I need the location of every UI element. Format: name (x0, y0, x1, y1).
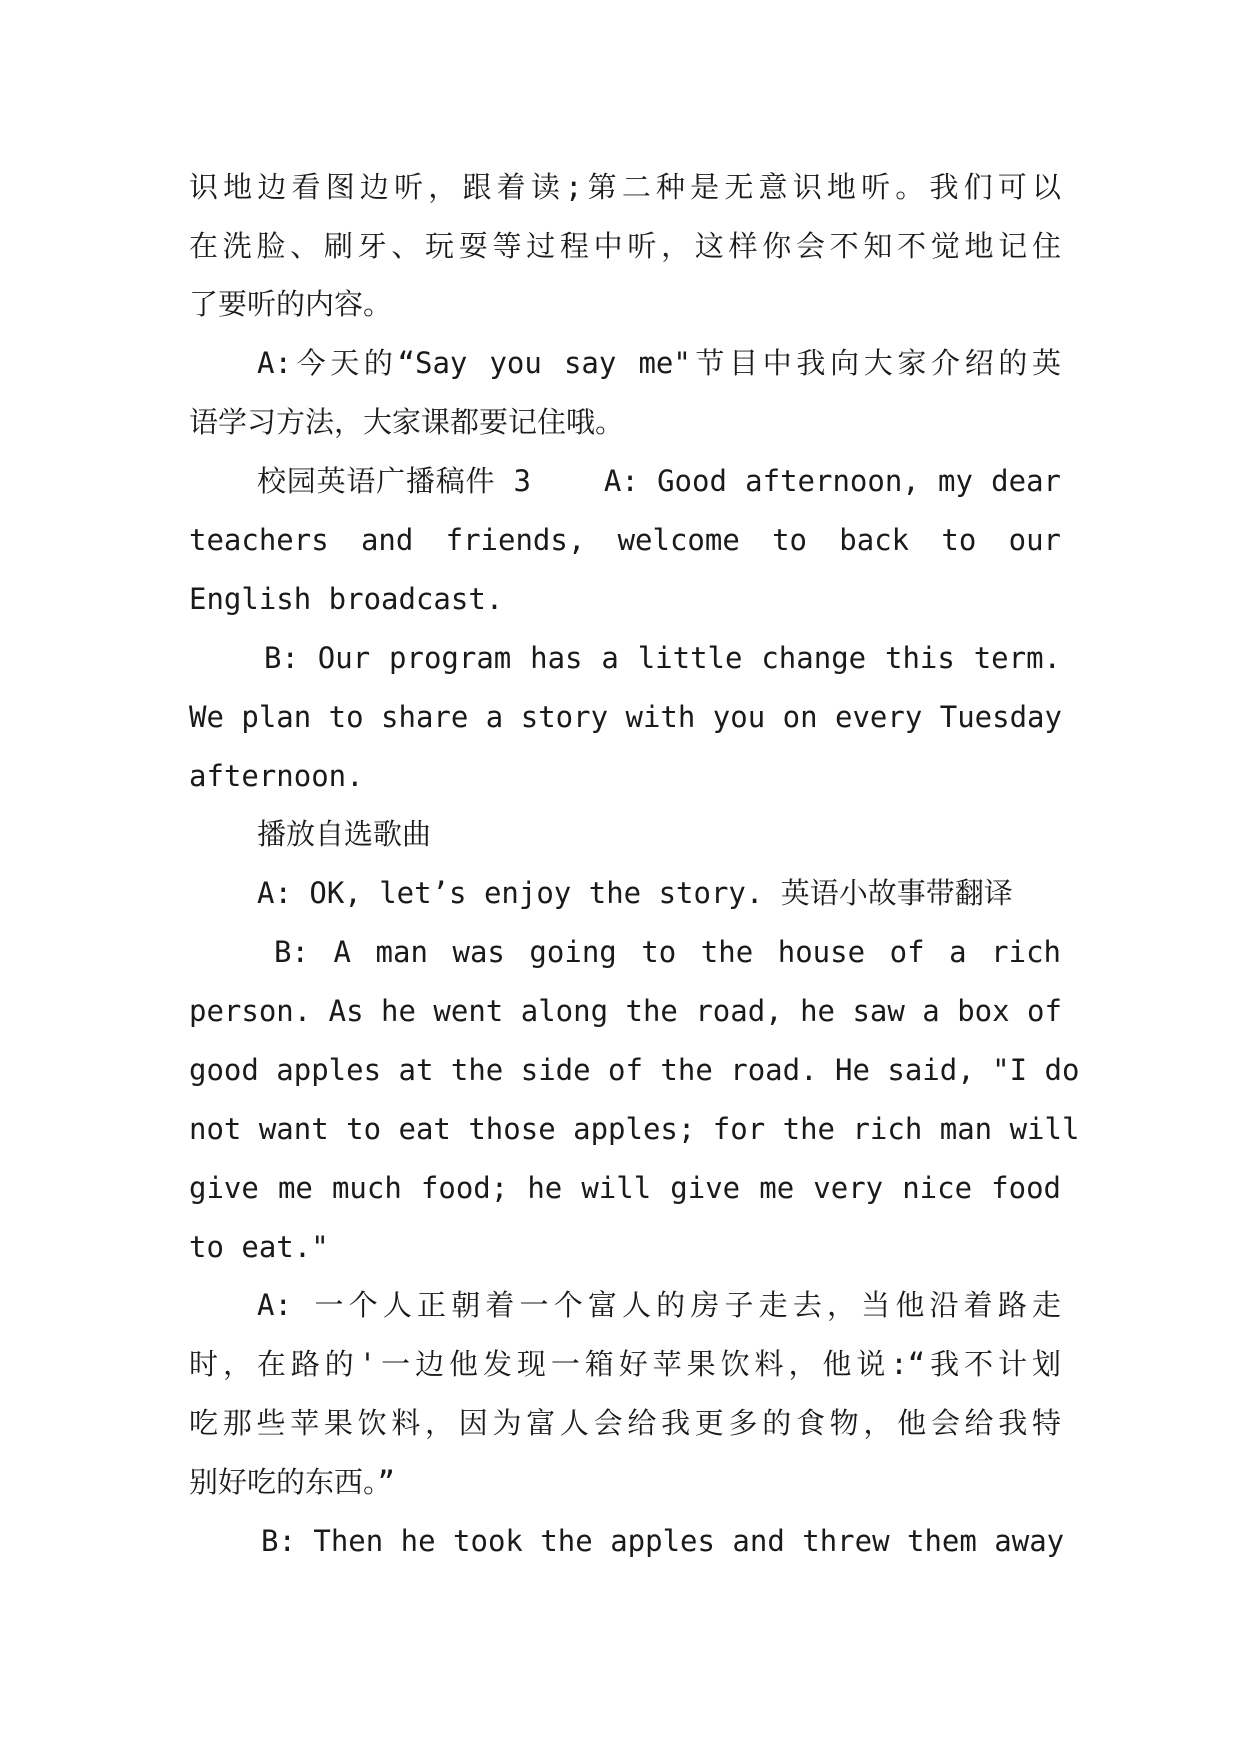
text-line: 播放自选歌曲 (257, 817, 432, 851)
text-line: good apples at the side of the road. He said, "I do (189, 1053, 1080, 1087)
text-line: person. As he went along the road, he saw a box of (189, 994, 1062, 1028)
text-line: give me much food; he will give me very nice food (189, 1171, 1061, 1205)
text-line: not want to eat those apples; for the rich man will (189, 1112, 1080, 1146)
text-line: teachers and friends, welcome to back to our (189, 523, 1061, 557)
text-line: 在洗脸、刷牙、玩耍等过程中听，这样你会不知不觉地记住 (189, 229, 1061, 263)
text-line: 了要听的内容。 (189, 287, 393, 321)
text-line: afternoon. (189, 759, 364, 793)
text-line: A: 一个人正朝着一个富人的房子走去，当他沿着路走 (257, 1288, 1061, 1322)
text-line: 语学习方法，大家课都要记住哦。 (189, 405, 625, 439)
text-line: to eat." (189, 1230, 329, 1264)
text-line: A:今天的“Say you say me"节目中我向大家介绍的英 (257, 346, 1061, 380)
text-line: 校园英语广播稿件 3 A: Good afternoon, my dear (257, 464, 1061, 498)
text-line: B: Our program has a little change this term. (264, 641, 1061, 675)
text-line: English broadcast. (189, 582, 504, 616)
text-line: 识地边看图边听，跟着读;第二种是无意识地听。我们可以 (189, 170, 1061, 204)
text-line: B: Then he took the apples and threw them away (261, 1524, 1065, 1558)
text-line: We plan to share a story with you on every Tuesday (189, 700, 1062, 734)
text-line: 吃那些苹果饮料，因为富人会给我更多的食物，他会给我特 (189, 1406, 1061, 1440)
text-line: 时，在路的'一边他发现一箱好苹果饮料，他说:“我不计划 (189, 1347, 1061, 1381)
text-line: 别好吃的东西。” (189, 1465, 395, 1499)
text-line: B: A man was going to the house of a rich (274, 935, 1061, 969)
text-line: A: OK, let’s enjoy the story. 英语小故事带翻译 (257, 876, 1013, 910)
